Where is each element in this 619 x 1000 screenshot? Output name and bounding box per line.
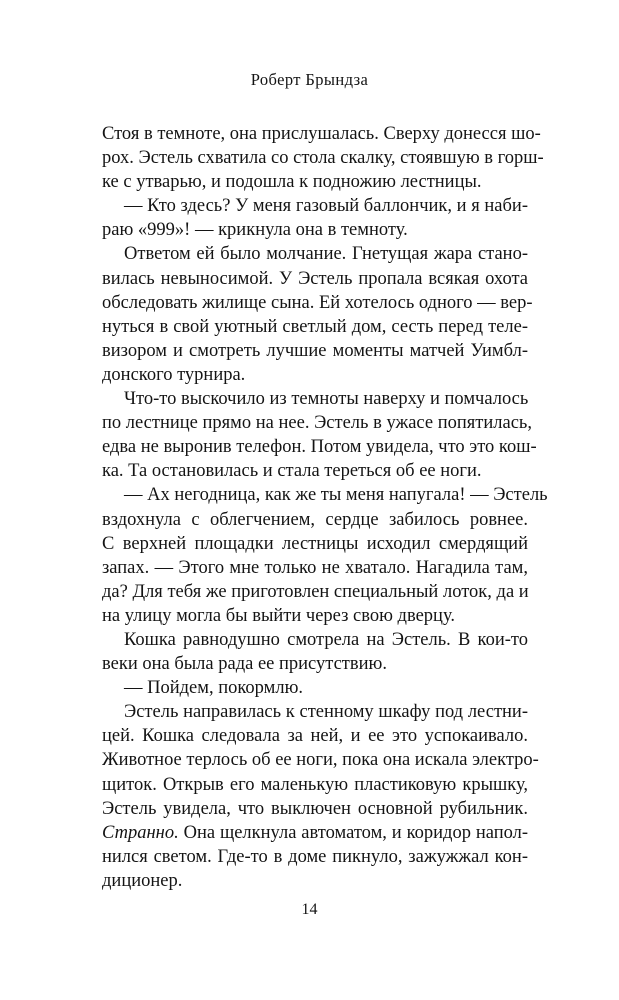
text-line: по лестнице прямо на нее. Эстель в ужасе попятилась, [102,413,532,434]
text-line: едва не выронив телефон. Потом увидела, что это кош- [102,437,537,458]
text-line: донского турнира. [102,364,246,385]
text-line: обследовать жилище сына. Ей хотелось одного — вер- [102,292,533,313]
text-line: — Ах негодница, как же ты меня напугала! — Эстель [124,485,548,506]
text-line: запах. — Этого мне только не хватало. Нагадила там, [102,557,528,578]
text-line: Что-то выскочило из темноты наверху и помчалось [124,389,529,410]
text-line: цей. Кошка следовала за ней, и ее это успокаивало. [102,726,528,747]
text-line: Животное терлось об ее ноги, пока она искала электро- [102,750,539,771]
text-line: — Кто здесь? У меня газовый баллончик, и я наби- [124,196,528,217]
running-head: Роберт Брындза [250,70,369,89]
text-line: нился светом. Где-то в доме пикнуло, зажужжал кон- [102,846,528,867]
text-line: визором и смотреть лучшие моменты матчей Уимбл- [102,340,528,361]
text-line: да? Для тебя же приготовлен специальный лоток, да и [102,581,529,602]
text-line: ке с утварью, и подошла к подножию лестницы. [102,172,482,193]
text-line: щиток. Открыв его маленькую пластиковую крышку, [102,774,528,795]
text-line: диционер. [102,870,183,891]
text-line: Ответом ей было молчание. Гнетущая жара стано- [124,244,528,265]
text-line: С верхней площадки лестницы исходил смердящий [102,533,528,554]
text-line: вздохнула с облегчением, сердце забилось ровнее. [102,509,528,530]
text-line: вилась невыносимой. У Эстель пропала всякая охота [102,268,528,289]
page-number: 14 [301,901,318,918]
text-line: на улицу могла бы выйти через свою дверцу. [102,605,455,626]
text-line: раю «999»! — крикнула она в темноту. [102,220,408,241]
text-line: — Пойдем, покормлю. [124,678,304,699]
text-line: Кошка равнодушно смотрела на Эстель. В кои-то [124,629,528,650]
text-line: нуться в свой уютный светлый дом, сесть перед теле- [102,316,528,337]
text-line: Эстель увидела, что выключен основной рубильник. [102,798,528,819]
italic-word: Странно. [102,822,179,843]
text-line: ка. Та остановилась и стала тереться об ее ноги. [102,461,482,482]
text-line [102,821,528,845]
text-fragment: Она щелкнула автоматом, и коридор напол- [178,822,528,843]
text-line: веки она была рада ее присутствию. [102,654,387,675]
text-line: Эстель направилась к стенному шкафу под лестни- [124,702,528,723]
body-text [102,122,548,893]
text-line: рох. Эстель схватила со стола скалку, стоявшую в горш- [102,148,544,169]
text-line: Стоя в темноте, она прислушалась. Сверху донесся шо- [102,124,541,144]
